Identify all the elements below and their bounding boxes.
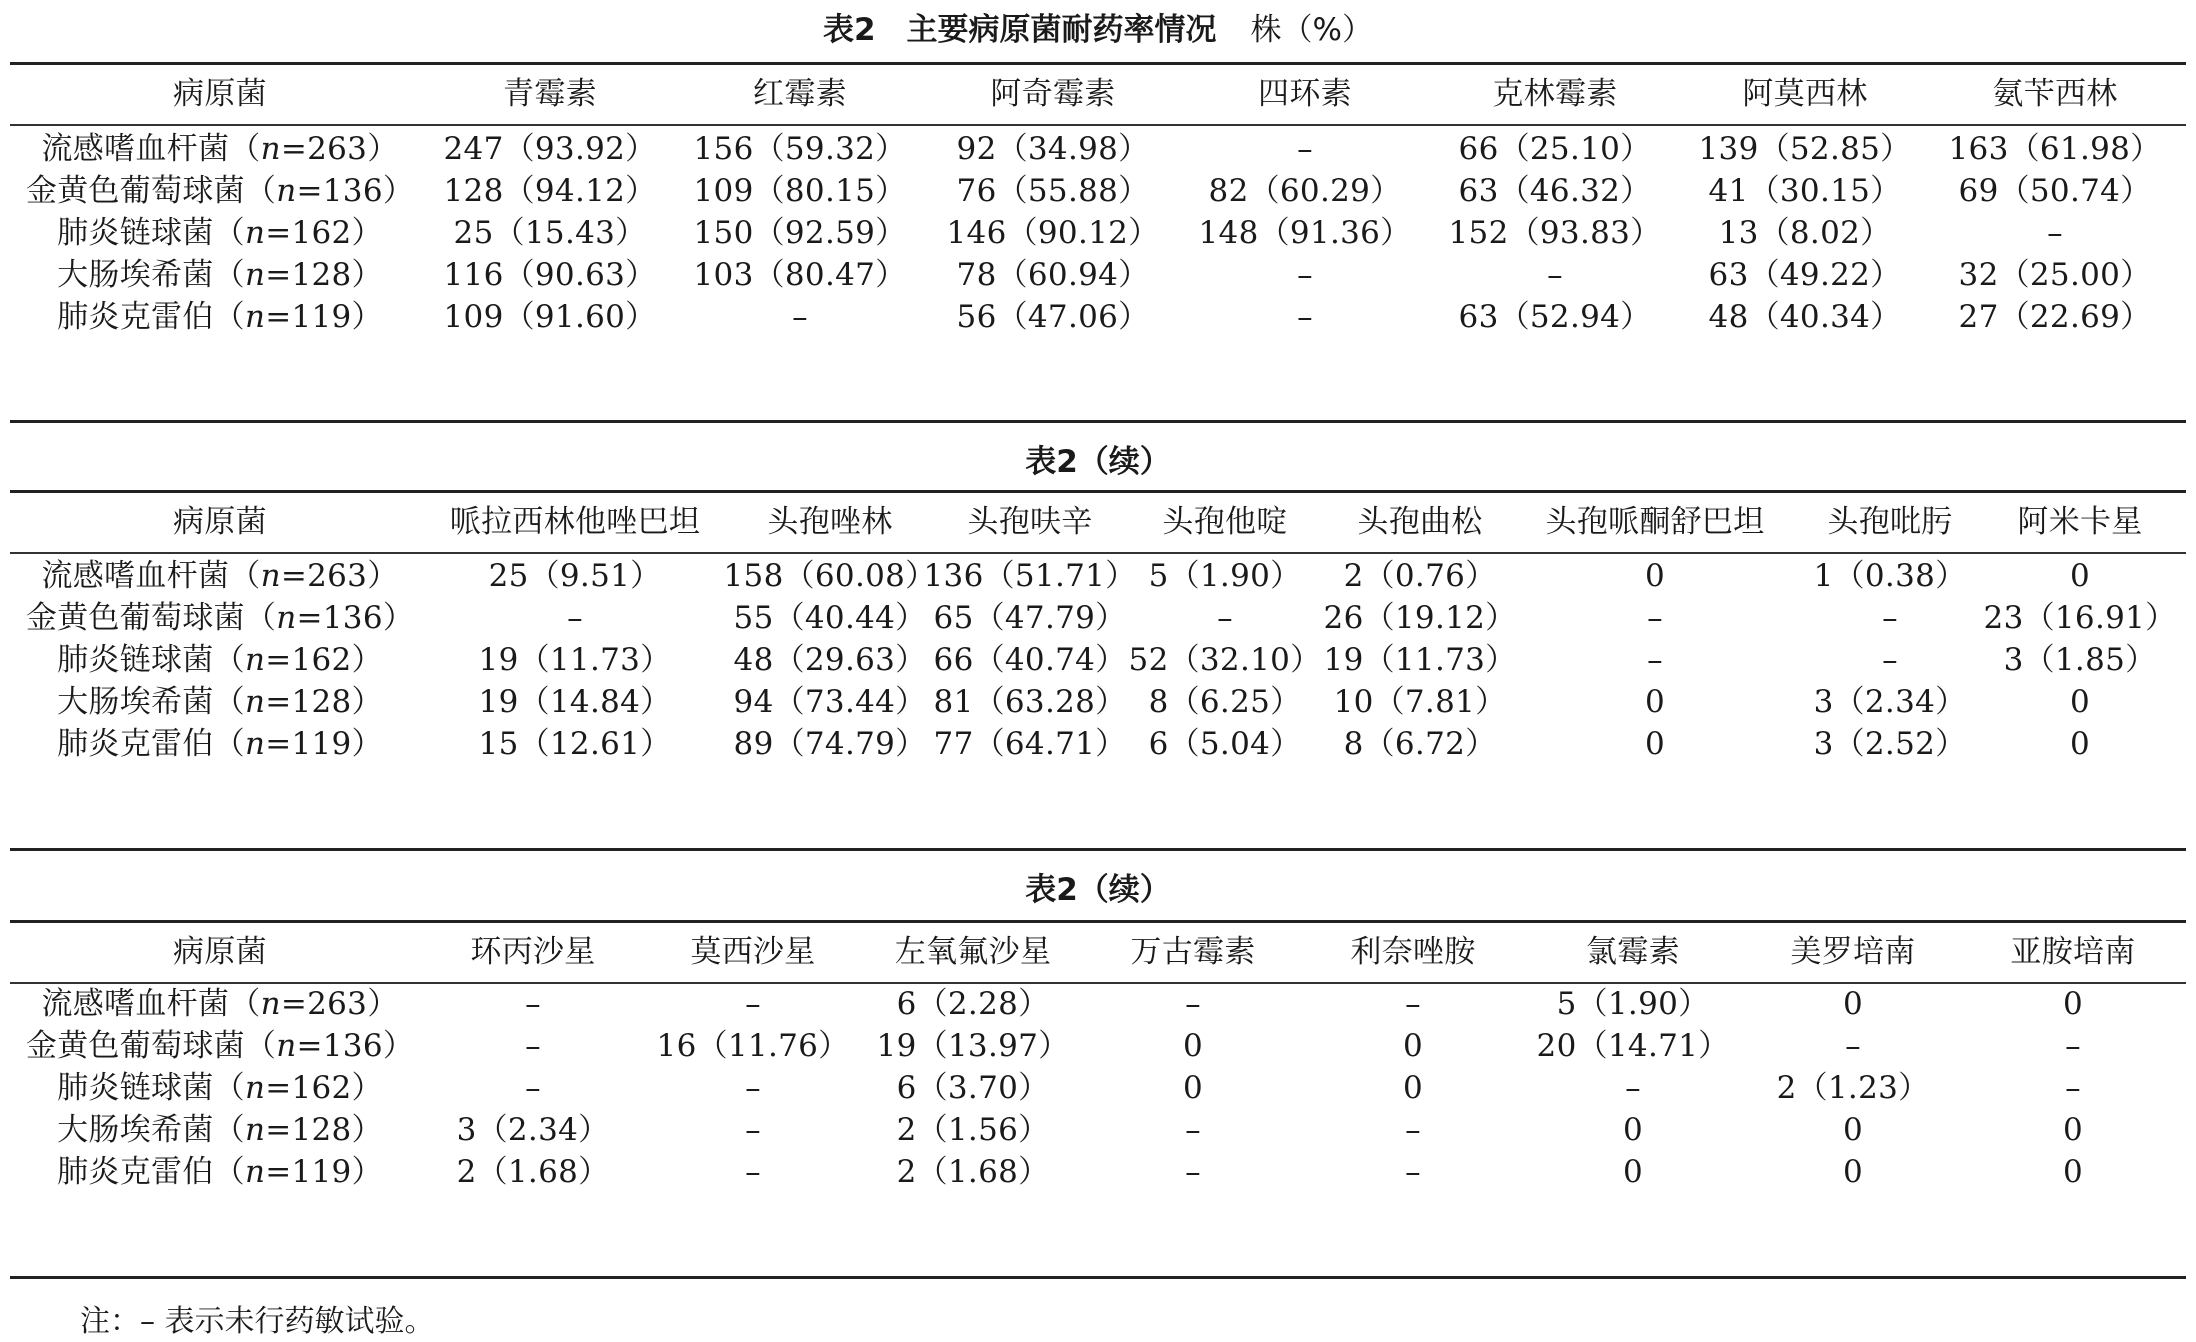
table-cell: 56（47.06） xyxy=(956,299,1150,335)
column-header: 头孢呋辛 xyxy=(967,504,1093,540)
table-cell: 0 xyxy=(1644,684,1666,720)
table-cell: 63（52.94） xyxy=(1458,299,1652,335)
column-header: 头孢唑林 xyxy=(767,504,893,540)
column-header: 青霉素 xyxy=(503,76,597,112)
table-cell: 10（7.81） xyxy=(1333,684,1507,720)
table-cell: 158（60.08） xyxy=(723,558,937,594)
table-cell: 116（90.63） xyxy=(443,257,657,293)
pathogen-name: 肺炎链球菌（n=162） xyxy=(57,642,383,678)
table-cell: 3（2.52） xyxy=(1813,726,1967,762)
table-cell: 2（1.68） xyxy=(456,1154,610,1190)
table-cell: – xyxy=(1185,986,1201,1022)
table-cell: 78（60.94） xyxy=(956,257,1150,293)
table-bottom-rule xyxy=(10,848,2186,851)
table-cell: 16（11.76） xyxy=(656,1028,850,1064)
pathogen-name: 流感嗜血杆菌（n=263） xyxy=(41,986,399,1022)
table-cell: – xyxy=(1297,131,1313,167)
column-header: 莫西沙星 xyxy=(690,934,816,970)
table-cell: 6（5.04） xyxy=(1148,726,1302,762)
table-cell: – xyxy=(525,986,541,1022)
table-cell: 52（32.10） xyxy=(1128,642,1322,678)
column-header: 氨苄西林 xyxy=(1992,76,2118,112)
table-cell: 109（91.60） xyxy=(443,299,657,335)
table-cell: – xyxy=(1217,600,1233,636)
pathogen-name: 肺炎克雷伯（n=119） xyxy=(57,1154,383,1190)
column-header: 头孢曲松 xyxy=(1357,504,1483,540)
table-cell: 63（49.22） xyxy=(1708,257,1902,293)
table-cell: 150（92.59） xyxy=(693,215,907,251)
table-cell: 0 xyxy=(2069,558,2091,594)
table-cell: 0 xyxy=(2062,1154,2084,1190)
table-cell: 5（1.90） xyxy=(1556,986,1710,1022)
table-cell: 27（22.69） xyxy=(1958,299,2152,335)
pathogen-name: 大肠埃希菌（n=128） xyxy=(57,1112,383,1148)
column-header: 阿奇霉素 xyxy=(990,76,1116,112)
column-header: 四环素 xyxy=(1258,76,1352,112)
table-cell: – xyxy=(2065,1070,2081,1106)
table-cell: 92（34.98） xyxy=(956,131,1150,167)
column-header: 万古霉素 xyxy=(1130,934,1256,970)
table-cell: – xyxy=(1405,986,1421,1022)
table-cell: 156（59.32） xyxy=(693,131,907,167)
table-cell: 69（50.74） xyxy=(1958,173,2152,209)
table-cell: 19（11.73） xyxy=(478,642,672,678)
column-header: 氯霉素 xyxy=(1586,934,1680,970)
table-cell: 6（3.70） xyxy=(896,1070,1050,1106)
table-title-text: 表2（续） xyxy=(1025,872,1171,908)
column-header: 头孢他啶 xyxy=(1162,504,1288,540)
table-cell: – xyxy=(1882,642,1898,678)
table-cell: – xyxy=(567,600,583,636)
table-cell: 0 xyxy=(2069,684,2091,720)
table-cell: 0 xyxy=(1644,558,1666,594)
table-title-text: 表2（续） xyxy=(1025,444,1171,480)
table-cell: 3（2.34） xyxy=(456,1112,610,1148)
pathogen-name: 金黄色葡萄球菌（n=136） xyxy=(25,600,415,636)
table-cell: 109（80.15） xyxy=(693,173,907,209)
table-cell: 23（16.91） xyxy=(1983,600,2177,636)
table-cell: 2（1.68） xyxy=(896,1154,1050,1190)
table-cell: 82（60.29） xyxy=(1208,173,1402,209)
table-cell: 19（14.84） xyxy=(478,684,672,720)
table-cell: 247（93.92） xyxy=(443,131,657,167)
column-header: 病原菌 xyxy=(173,934,267,970)
table-cell: 139（52.85） xyxy=(1698,131,1912,167)
table-cell: 0 xyxy=(1402,1070,1424,1106)
table-cell: – xyxy=(745,1070,761,1106)
table-cell: 5（1.90） xyxy=(1148,558,1302,594)
column-header: 左氧氟沙星 xyxy=(894,934,1052,970)
table-cell: – xyxy=(525,1070,541,1106)
table-cell: 2（1.56） xyxy=(896,1112,1050,1148)
table-cell: – xyxy=(1185,1154,1201,1190)
pathogen-name: 流感嗜血杆菌（n=263） xyxy=(41,558,399,594)
table-cell: 3（1.85） xyxy=(2003,642,2157,678)
table-cell: 25（9.51） xyxy=(488,558,662,594)
table-cell: – xyxy=(2065,1028,2081,1064)
table-cell: 6（2.28） xyxy=(896,986,1050,1022)
table-cell: – xyxy=(1297,257,1313,293)
table-unit: 株（%） xyxy=(1250,12,1374,48)
table-cell: 41（30.15） xyxy=(1708,173,1902,209)
table-cell: 48（29.63） xyxy=(733,642,927,678)
table-cell: 94（73.44） xyxy=(733,684,927,720)
table-title xyxy=(0,868,2196,912)
table-cell: 136（51.71） xyxy=(923,558,1137,594)
table-cell: 2（0.76） xyxy=(1343,558,1497,594)
column-header: 克林霉素 xyxy=(1492,76,1618,112)
table-cell: 63（46.32） xyxy=(1458,173,1652,209)
table-cell: – xyxy=(745,986,761,1022)
table-cell: 0 xyxy=(1622,1112,1644,1148)
table-cell: – xyxy=(1647,642,1663,678)
table-bottom-rule xyxy=(10,420,2186,423)
table-cell: 0 xyxy=(1182,1028,1204,1064)
table-cell: 0 xyxy=(2069,726,2091,762)
pathogen-name: 金黄色葡萄球菌（n=136） xyxy=(25,1028,415,1064)
table-header-row xyxy=(10,64,2186,124)
table-cell: 0 xyxy=(2062,1112,2084,1148)
column-header: 阿莫西林 xyxy=(1742,76,1868,112)
table-cell: 89（74.79） xyxy=(733,726,927,762)
table-footnote: 注：– 表示未行药敏试验。 xyxy=(80,1304,435,1339)
table-cell: 77（64.71） xyxy=(933,726,1127,762)
table-cell: 8（6.25） xyxy=(1148,684,1302,720)
table-cell: 32（25.00） xyxy=(1958,257,2152,293)
table-cell: 19（11.73） xyxy=(1323,642,1517,678)
table-cell: 3（2.34） xyxy=(1813,684,1967,720)
table-title-text: 表2 主要病原菌耐药率情况 xyxy=(822,12,1217,48)
table-row xyxy=(10,714,2186,774)
table-cell: 2（1.23） xyxy=(1776,1070,1930,1106)
pathogen-name: 大肠埃希菌（n=128） xyxy=(57,684,383,720)
table-cell: 25（15.43） xyxy=(453,215,647,251)
table-cell: – xyxy=(745,1154,761,1190)
pathogen-name: 肺炎链球菌（n=162） xyxy=(57,1070,383,1106)
pathogen-name: 肺炎克雷伯（n=119） xyxy=(57,726,383,762)
table-cell: 0 xyxy=(1622,1154,1644,1190)
table-cell: 55（40.44） xyxy=(733,600,927,636)
table-header-row xyxy=(10,922,2186,982)
column-header: 头孢哌酮舒巴坦 xyxy=(1545,504,1765,540)
table-cell: 0 xyxy=(2062,986,2084,1022)
table-cell: – xyxy=(1647,600,1663,636)
table-cell: – xyxy=(1845,1028,1861,1064)
table-title xyxy=(0,8,2196,52)
table-cell: – xyxy=(1405,1112,1421,1148)
table-cell: 19（13.97） xyxy=(876,1028,1070,1064)
table-cell: – xyxy=(745,1112,761,1148)
table-cell: 0 xyxy=(1842,1112,1864,1148)
table-cell: – xyxy=(2047,215,2063,251)
table-cell: 146（90.12） xyxy=(946,215,1160,251)
column-header: 阿米卡星 xyxy=(2017,504,2143,540)
table-cell: 66（40.74） xyxy=(933,642,1127,678)
column-header: 病原菌 xyxy=(173,504,267,540)
table-cell: 81（63.28） xyxy=(933,684,1127,720)
table-title xyxy=(0,440,2196,484)
pathogen-name: 大肠埃希菌（n=128） xyxy=(57,257,383,293)
table-cell: 0 xyxy=(1644,726,1666,762)
table-cell: 128（94.12） xyxy=(443,173,657,209)
table-cell: 15（12.61） xyxy=(478,726,672,762)
column-header: 亚胺培南 xyxy=(2010,934,2136,970)
column-header: 头孢吡肟 xyxy=(1827,504,1953,540)
table-cell: – xyxy=(1882,600,1898,636)
column-header: 哌拉西林他唑巴坦 xyxy=(449,504,701,540)
table-cell: 48（40.34） xyxy=(1708,299,1902,335)
table-row xyxy=(10,287,2186,347)
table-cell: – xyxy=(1625,1070,1641,1106)
table-cell: – xyxy=(1547,257,1563,293)
table-cell: – xyxy=(1297,299,1313,335)
column-header: 美罗培南 xyxy=(1790,934,1916,970)
table-cell: 8（6.72） xyxy=(1343,726,1497,762)
table-cell: 163（61.98） xyxy=(1948,131,2162,167)
table-row xyxy=(10,1142,2186,1202)
table-cell: 0 xyxy=(1182,1070,1204,1106)
table-cell: 0 xyxy=(1842,1154,1864,1190)
table-cell: – xyxy=(1405,1154,1421,1190)
table-cell: 65（47.79） xyxy=(933,600,1127,636)
table-bottom-rule xyxy=(10,1276,2186,1279)
table-cell: 66（25.10） xyxy=(1458,131,1652,167)
column-header: 环丙沙星 xyxy=(470,934,596,970)
table-cell: 1（0.38） xyxy=(1813,558,1967,594)
table-cell: 103（80.47） xyxy=(693,257,907,293)
pathogen-name: 金黄色葡萄球菌（n=136） xyxy=(25,173,415,209)
table-cell: 152（93.83） xyxy=(1448,215,1662,251)
pathogen-name: 肺炎链球菌（n=162） xyxy=(57,215,383,251)
table-cell: 148（91.36） xyxy=(1198,215,1412,251)
column-header: 红霉素 xyxy=(753,76,847,112)
column-header: 利奈唑胺 xyxy=(1350,934,1476,970)
table-cell: 76（55.88） xyxy=(956,173,1150,209)
table-cell: – xyxy=(792,299,808,335)
pathogen-name: 流感嗜血杆菌（n=263） xyxy=(41,131,399,167)
table-cell: – xyxy=(525,1028,541,1064)
column-header: 病原菌 xyxy=(173,76,267,112)
table-cell: 0 xyxy=(1402,1028,1424,1064)
table-cell: 0 xyxy=(1842,986,1864,1022)
table-cell: 20（14.71） xyxy=(1536,1028,1730,1064)
table-header-row xyxy=(10,492,2186,552)
table-cell: 13（8.02） xyxy=(1718,215,1892,251)
table-cell: – xyxy=(1185,1112,1201,1148)
pathogen-name: 肺炎克雷伯（n=119） xyxy=(57,299,383,335)
table-cell: 26（19.12） xyxy=(1323,600,1517,636)
